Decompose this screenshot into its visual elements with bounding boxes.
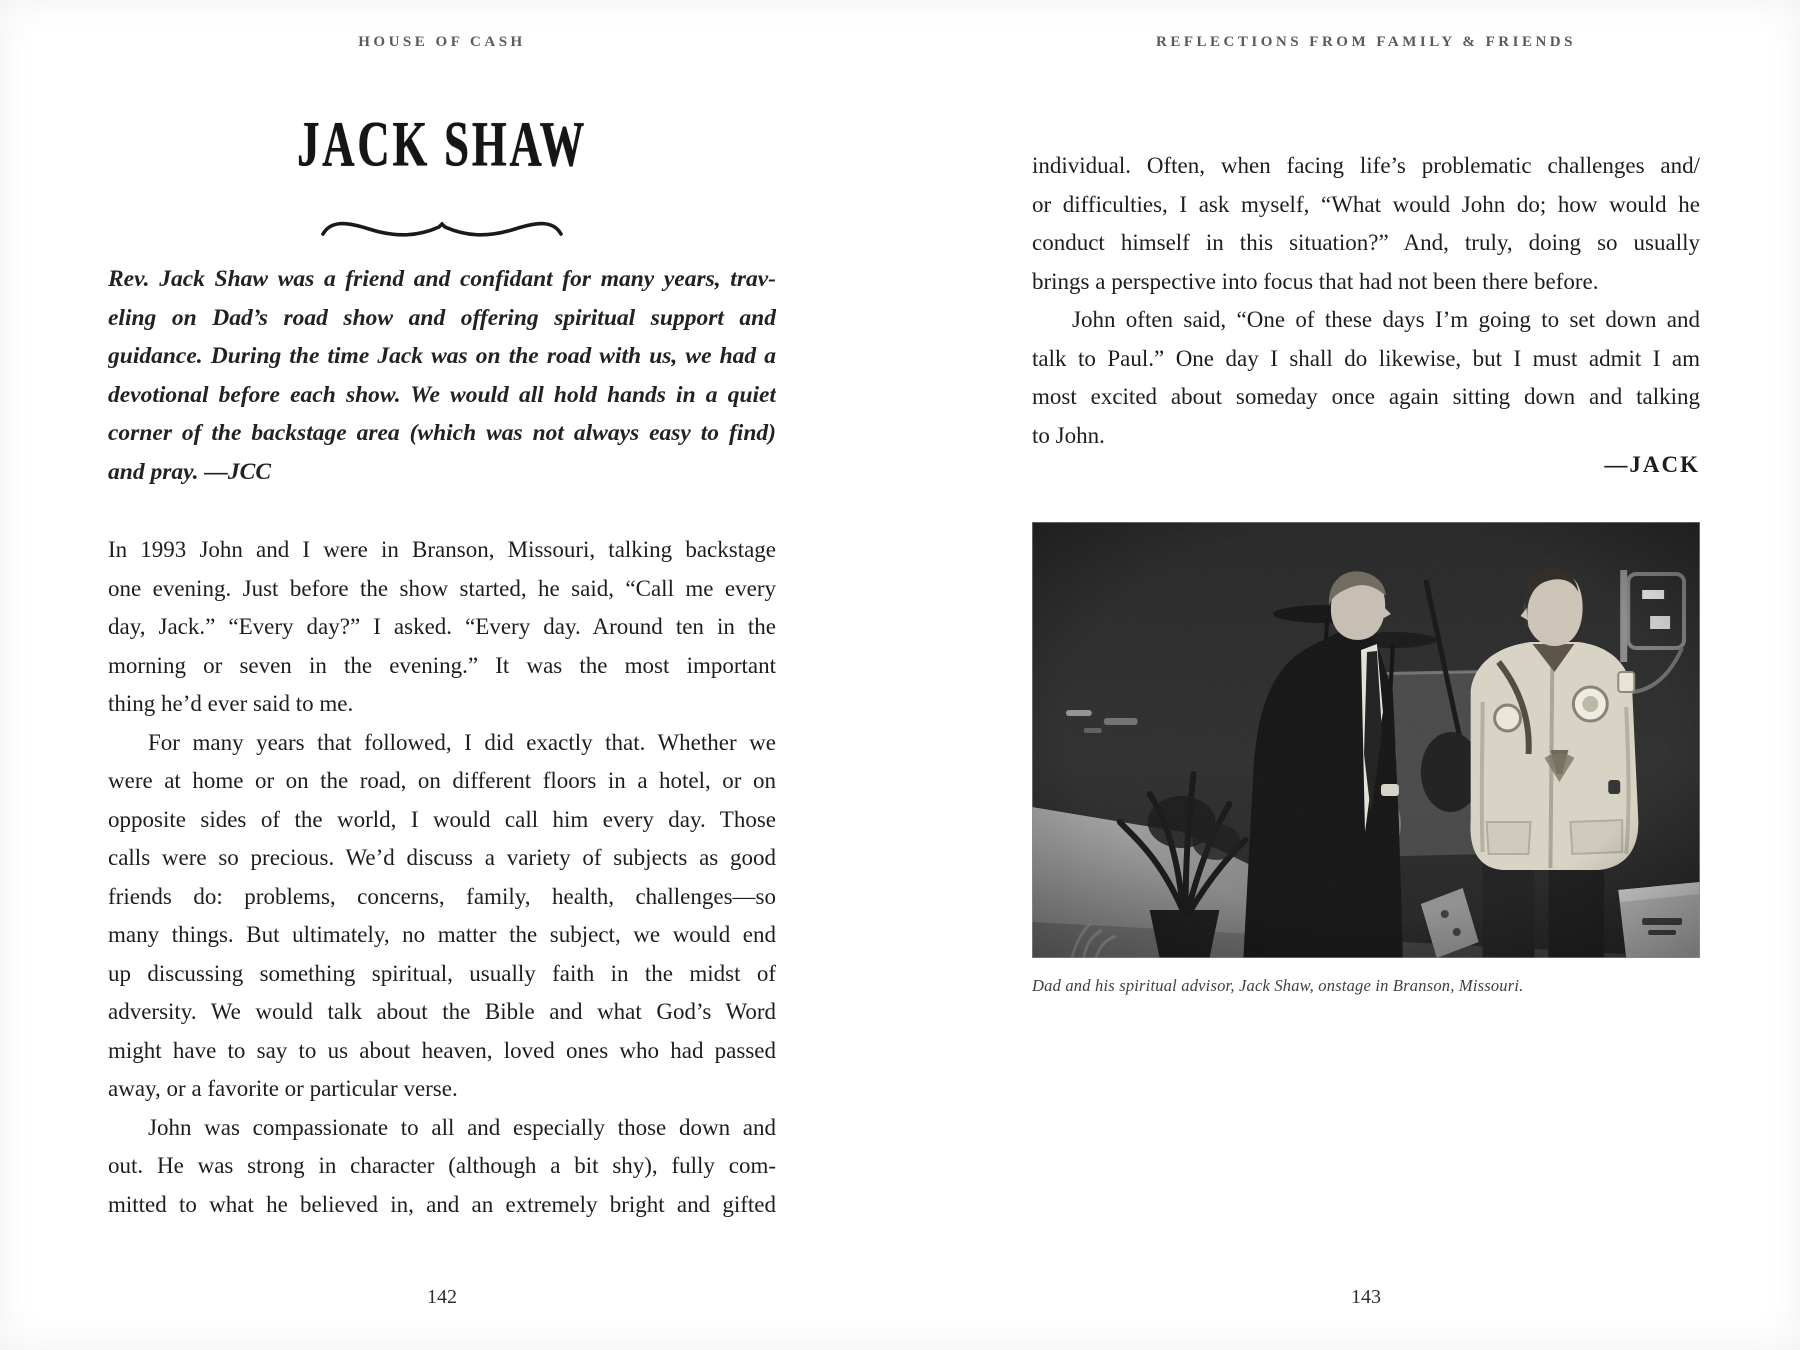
paragraph bbox=[108, 724, 776, 1109]
text-line: individual. Often, when facing life’s problematic challenges and/ bbox=[1032, 153, 1700, 178]
text-line: friends do: problems, concerns, family, health, challenges—so bbox=[108, 883, 776, 909]
text-line: adversity. We would talk about the Bible and what God’s Word bbox=[108, 999, 776, 1024]
page-number-left: 142 bbox=[427, 1286, 457, 1308]
text-line: mitted to what he believed in, and an extremely bright and gifted bbox=[108, 1191, 776, 1217]
text-line: corner of the backstage area (which was not always easy to find) bbox=[108, 420, 776, 446]
text-line: might have to say to us about heaven, loved ones who had passed bbox=[108, 1037, 776, 1063]
text-line: up discussing something spiritual, usually faith in the midst of bbox=[108, 960, 776, 986]
text-line: out. He was strong in character (although a bit shy), fully com- bbox=[108, 1153, 776, 1178]
paragraph bbox=[108, 531, 776, 724]
text-line: and pray. —JCC bbox=[108, 458, 271, 485]
paragraph bbox=[1032, 147, 1700, 301]
text-line: John often said, “One of these days I’m going to set down and bbox=[1072, 307, 1700, 332]
paragraph bbox=[1032, 301, 1700, 455]
stage-photo bbox=[1032, 522, 1700, 958]
text-line: thing he’d ever said to me. bbox=[108, 691, 354, 716]
text-line: guidance. During the time Jack was on the road with us, we had a bbox=[108, 343, 776, 369]
text-line: many things. But ultimately, no matter the subject, we would end bbox=[108, 922, 776, 947]
text-line: most excited about someday once again sitting down and talking bbox=[1032, 384, 1700, 409]
text-line: one evening. Just before the show started, he said, “Call me every bbox=[108, 575, 776, 601]
swash-ornament-icon bbox=[108, 214, 776, 247]
text-line: John was compassionate to all and especially those down and bbox=[148, 1114, 776, 1140]
photo-caption: Dad and his spiritual advisor, Jack Shaw, onstage in Branson, Missouri. bbox=[1032, 976, 1524, 995]
text-line: For many years that followed, I did exactly that. Whether we bbox=[148, 729, 776, 755]
right-page-body bbox=[1032, 147, 1700, 455]
text-line: day, Jack.” “Every day?” I asked. “Every day. Around ten in the bbox=[108, 614, 776, 639]
text-line: eling on Dad’s road show and offering spiritual support and bbox=[108, 304, 776, 331]
running-head-right: REFLECTIONS FROM FAMILY & FRIENDS bbox=[1156, 34, 1576, 50]
text-line: calls were so precious. We’d discuss a variety of subjects as good bbox=[108, 845, 776, 870]
chapter-title: JACK SHAW bbox=[296, 109, 588, 181]
text-line: brings a perspective into focus that had not been there before. bbox=[1032, 268, 1599, 294]
text-line: to John. bbox=[1032, 422, 1105, 448]
attribution: —JACK bbox=[1604, 452, 1700, 477]
page-number-right: 143 bbox=[1351, 1286, 1381, 1308]
running-head-left: HOUSE OF CASH bbox=[358, 34, 526, 50]
chapter-intro bbox=[108, 260, 776, 491]
text-line: In 1993 John and I were in Branson, Missouri, talking backstage bbox=[108, 537, 776, 562]
text-line: conduct himself in this situation?” And, truly, doing so usually bbox=[1032, 230, 1700, 255]
paragraph bbox=[108, 260, 776, 491]
text-line: away, or a favorite or particular verse. bbox=[108, 1076, 458, 1101]
text-line: Rev. Jack Shaw was a friend and confidant for many years, trav- bbox=[108, 266, 776, 292]
text-line: or difficulties, I ask myself, “What would John do; how would he bbox=[1032, 191, 1700, 217]
text-line: talk to Paul.” One day I shall do likewise, but I must admit I am bbox=[1032, 345, 1700, 371]
text-line: morning or seven in the evening.” It was the most important bbox=[108, 652, 776, 678]
text-line: devotional before each show. We would all hold hands in a quiet bbox=[108, 381, 776, 408]
left-page-body bbox=[108, 531, 776, 1224]
paragraph bbox=[108, 1109, 776, 1225]
text-line: were at home or on the road, on different floors in a hotel, or on bbox=[108, 768, 776, 793]
text-line: opposite sides of the world, I would call him every day. Those bbox=[108, 806, 776, 832]
